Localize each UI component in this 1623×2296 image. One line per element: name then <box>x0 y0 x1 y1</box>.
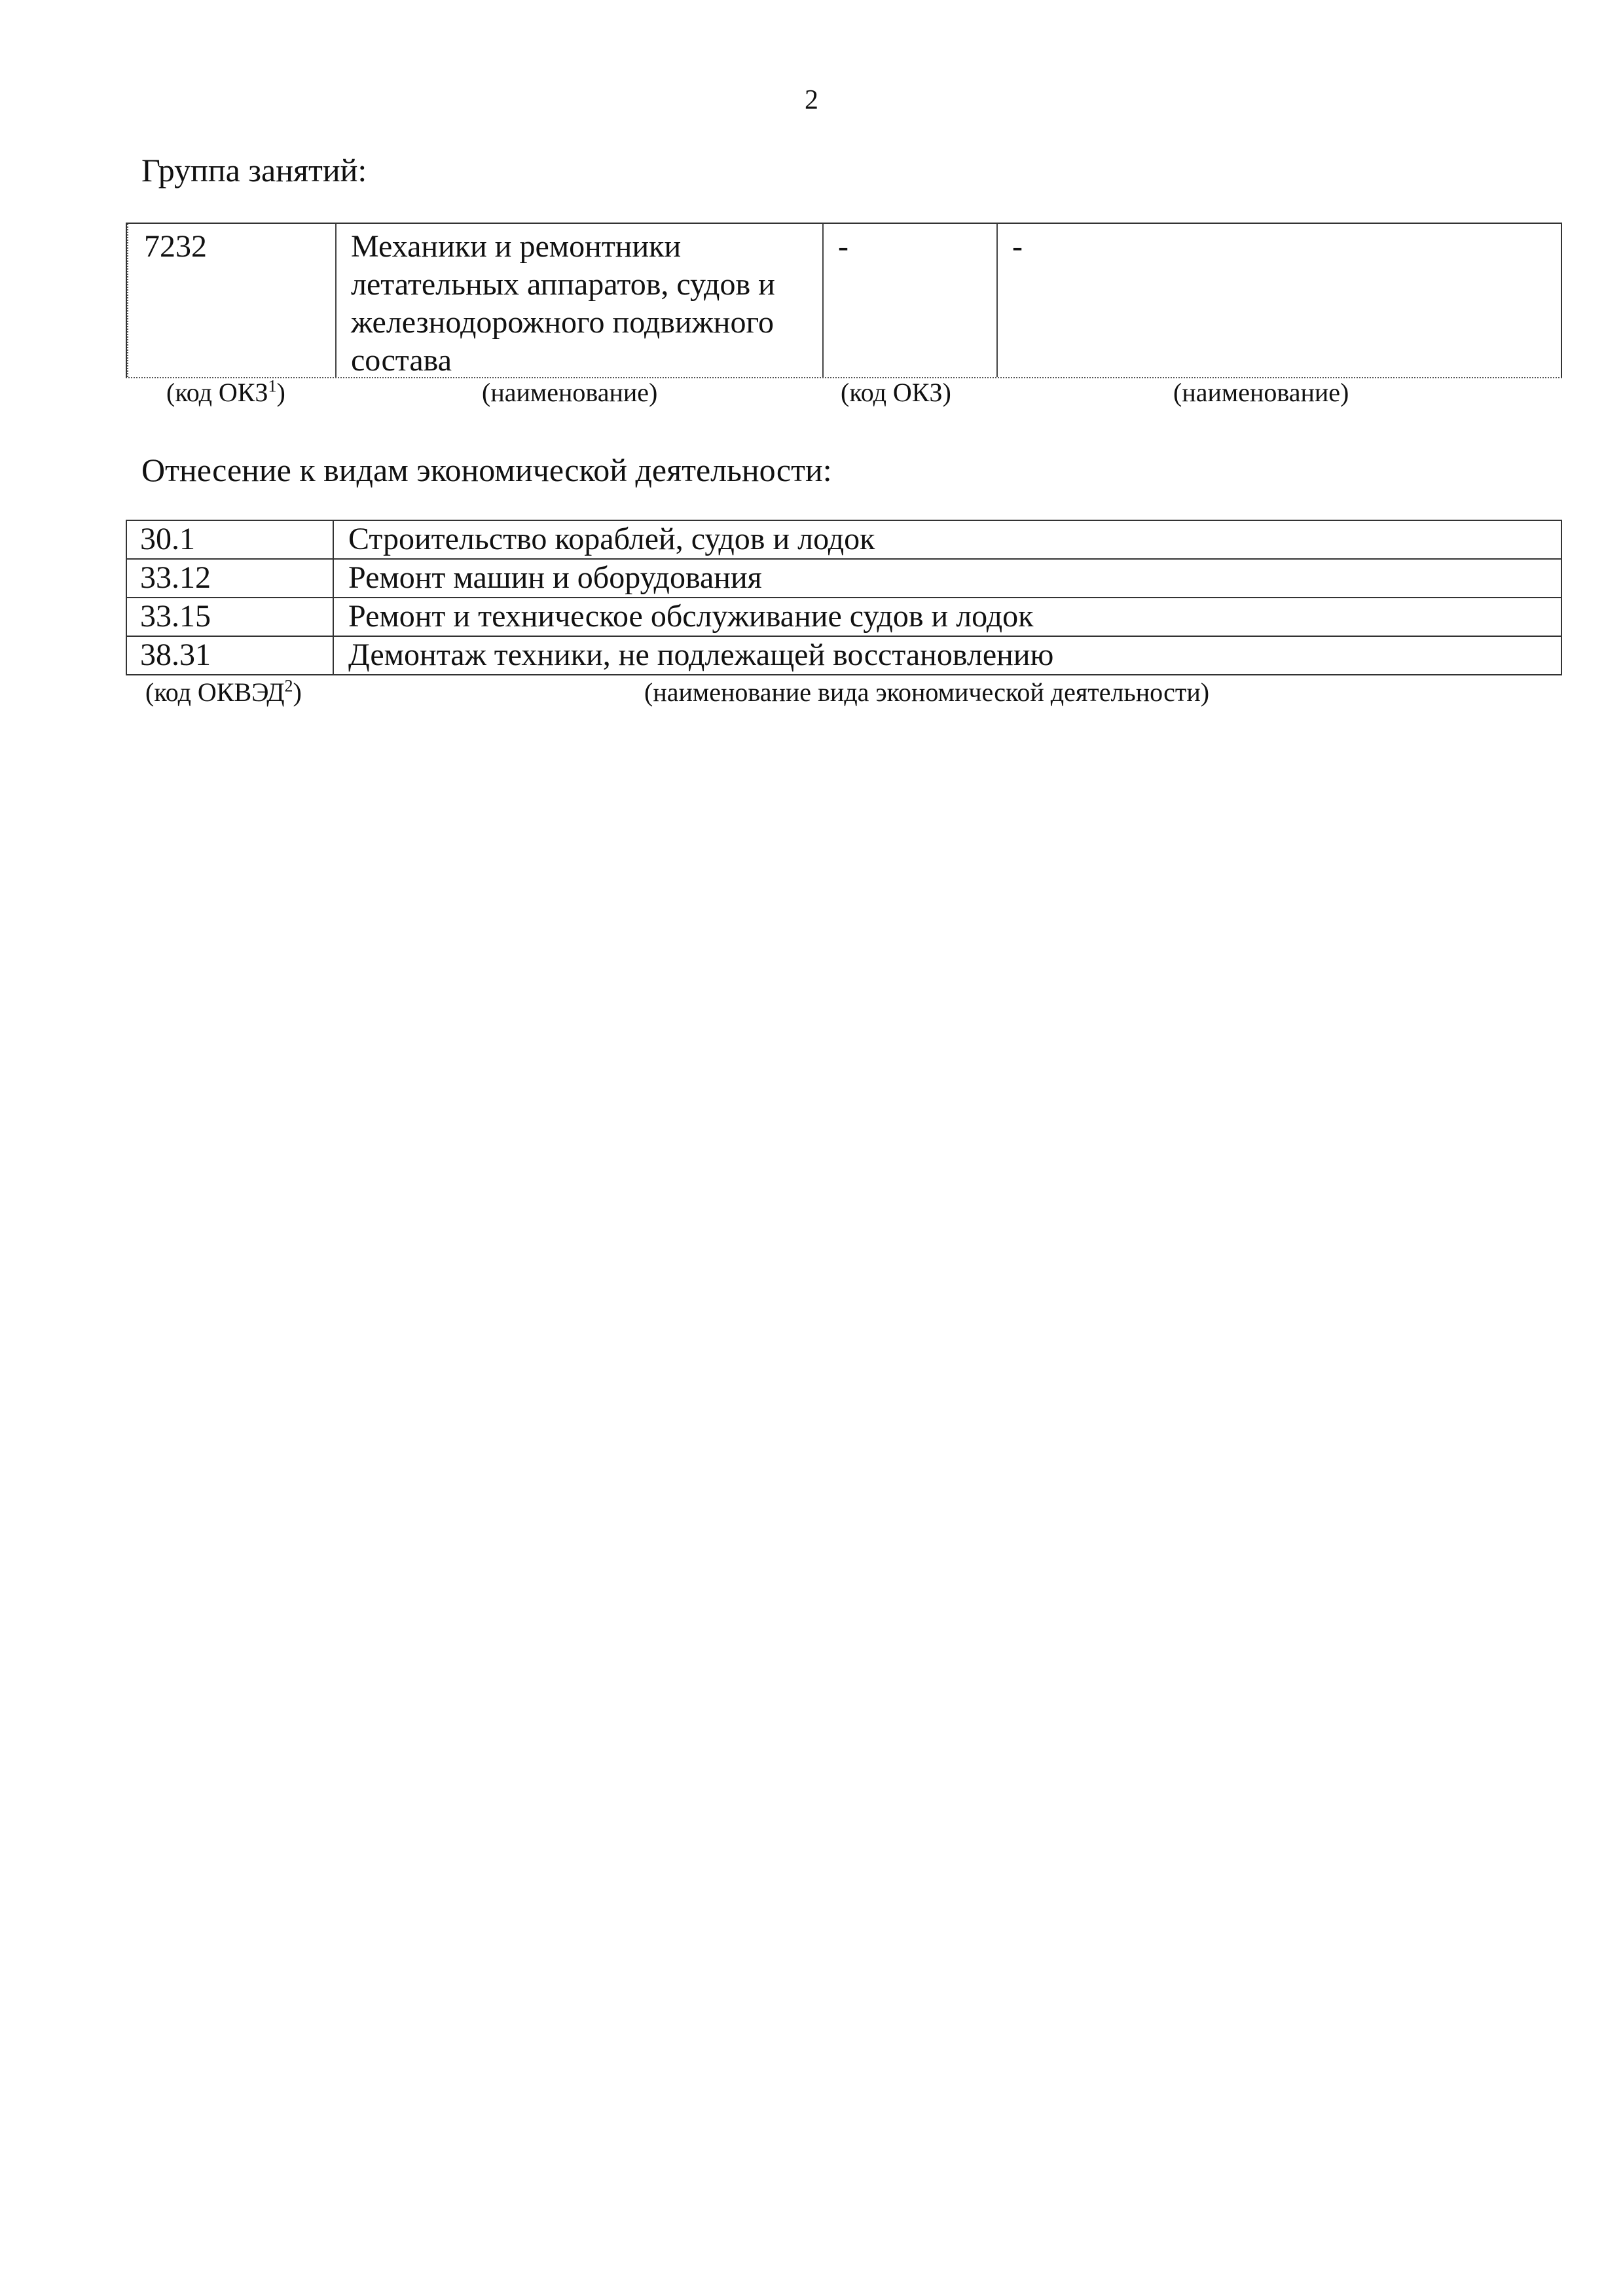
okz-code-cell: 7232 <box>127 224 335 377</box>
occupation-name-cell <box>335 224 822 377</box>
economic-activity-heading: Отнесение к видам экономической деятельности: <box>141 452 832 488</box>
activity-name-cell: Демонтаж техники, не подлежащей восстановлению <box>348 637 1054 672</box>
footnote-marker: 1 <box>268 376 277 396</box>
occupation-group-heading: Группа занятий: <box>141 152 367 188</box>
okz-code-caption <box>166 378 285 407</box>
occupation-name-line: Механики и ремонтники <box>351 229 682 264</box>
okz-code-caption-close: ) <box>276 378 285 407</box>
table-row <box>127 560 1561 598</box>
second-occupation-name-caption: (наименование) <box>1173 378 1349 407</box>
okz-code-caption-text: (код ОКЗ <box>166 378 268 407</box>
second-okz-code-cell: - <box>822 224 996 377</box>
occupation-name-line: железнодорожного подвижного <box>351 305 774 340</box>
activity-name-cell: Ремонт машин и оборудования <box>348 560 762 595</box>
occupation-group-table <box>126 223 1562 378</box>
okved-code-cell: 30.1 <box>127 521 334 558</box>
okved-code-cell: 33.12 <box>127 560 334 597</box>
okved-code-caption-text: (код ОКВЭД <box>145 677 285 707</box>
okved-code-cell: 33.15 <box>127 598 334 636</box>
table-row <box>127 598 1561 637</box>
page-number: 2 <box>805 85 818 115</box>
occupation-name-line: летательных аппаратов, судов и <box>351 267 775 302</box>
occupation-name-caption: (наименование) <box>482 378 658 407</box>
okved-code-caption-close: ) <box>293 677 302 707</box>
table-row <box>127 521 1561 560</box>
occupation-name-line: состава <box>351 343 452 378</box>
economic-activity-table <box>126 520 1562 675</box>
activity-name-cell: Ремонт и техническое обслуживание судов и лодок <box>348 599 1034 634</box>
second-occupation-name-cell: - <box>996 224 1561 377</box>
footnote-marker: 2 <box>284 676 293 696</box>
okved-code-cell: 38.31 <box>127 637 334 674</box>
activity-name-cell: Строительство кораблей, судов и лодок <box>348 522 875 556</box>
second-okz-code-caption: (код ОКЗ) <box>841 378 951 407</box>
okved-code-caption <box>145 678 302 707</box>
table-row <box>127 637 1561 675</box>
activity-name-caption: (наименование вида экономической деятельности) <box>644 677 1210 707</box>
